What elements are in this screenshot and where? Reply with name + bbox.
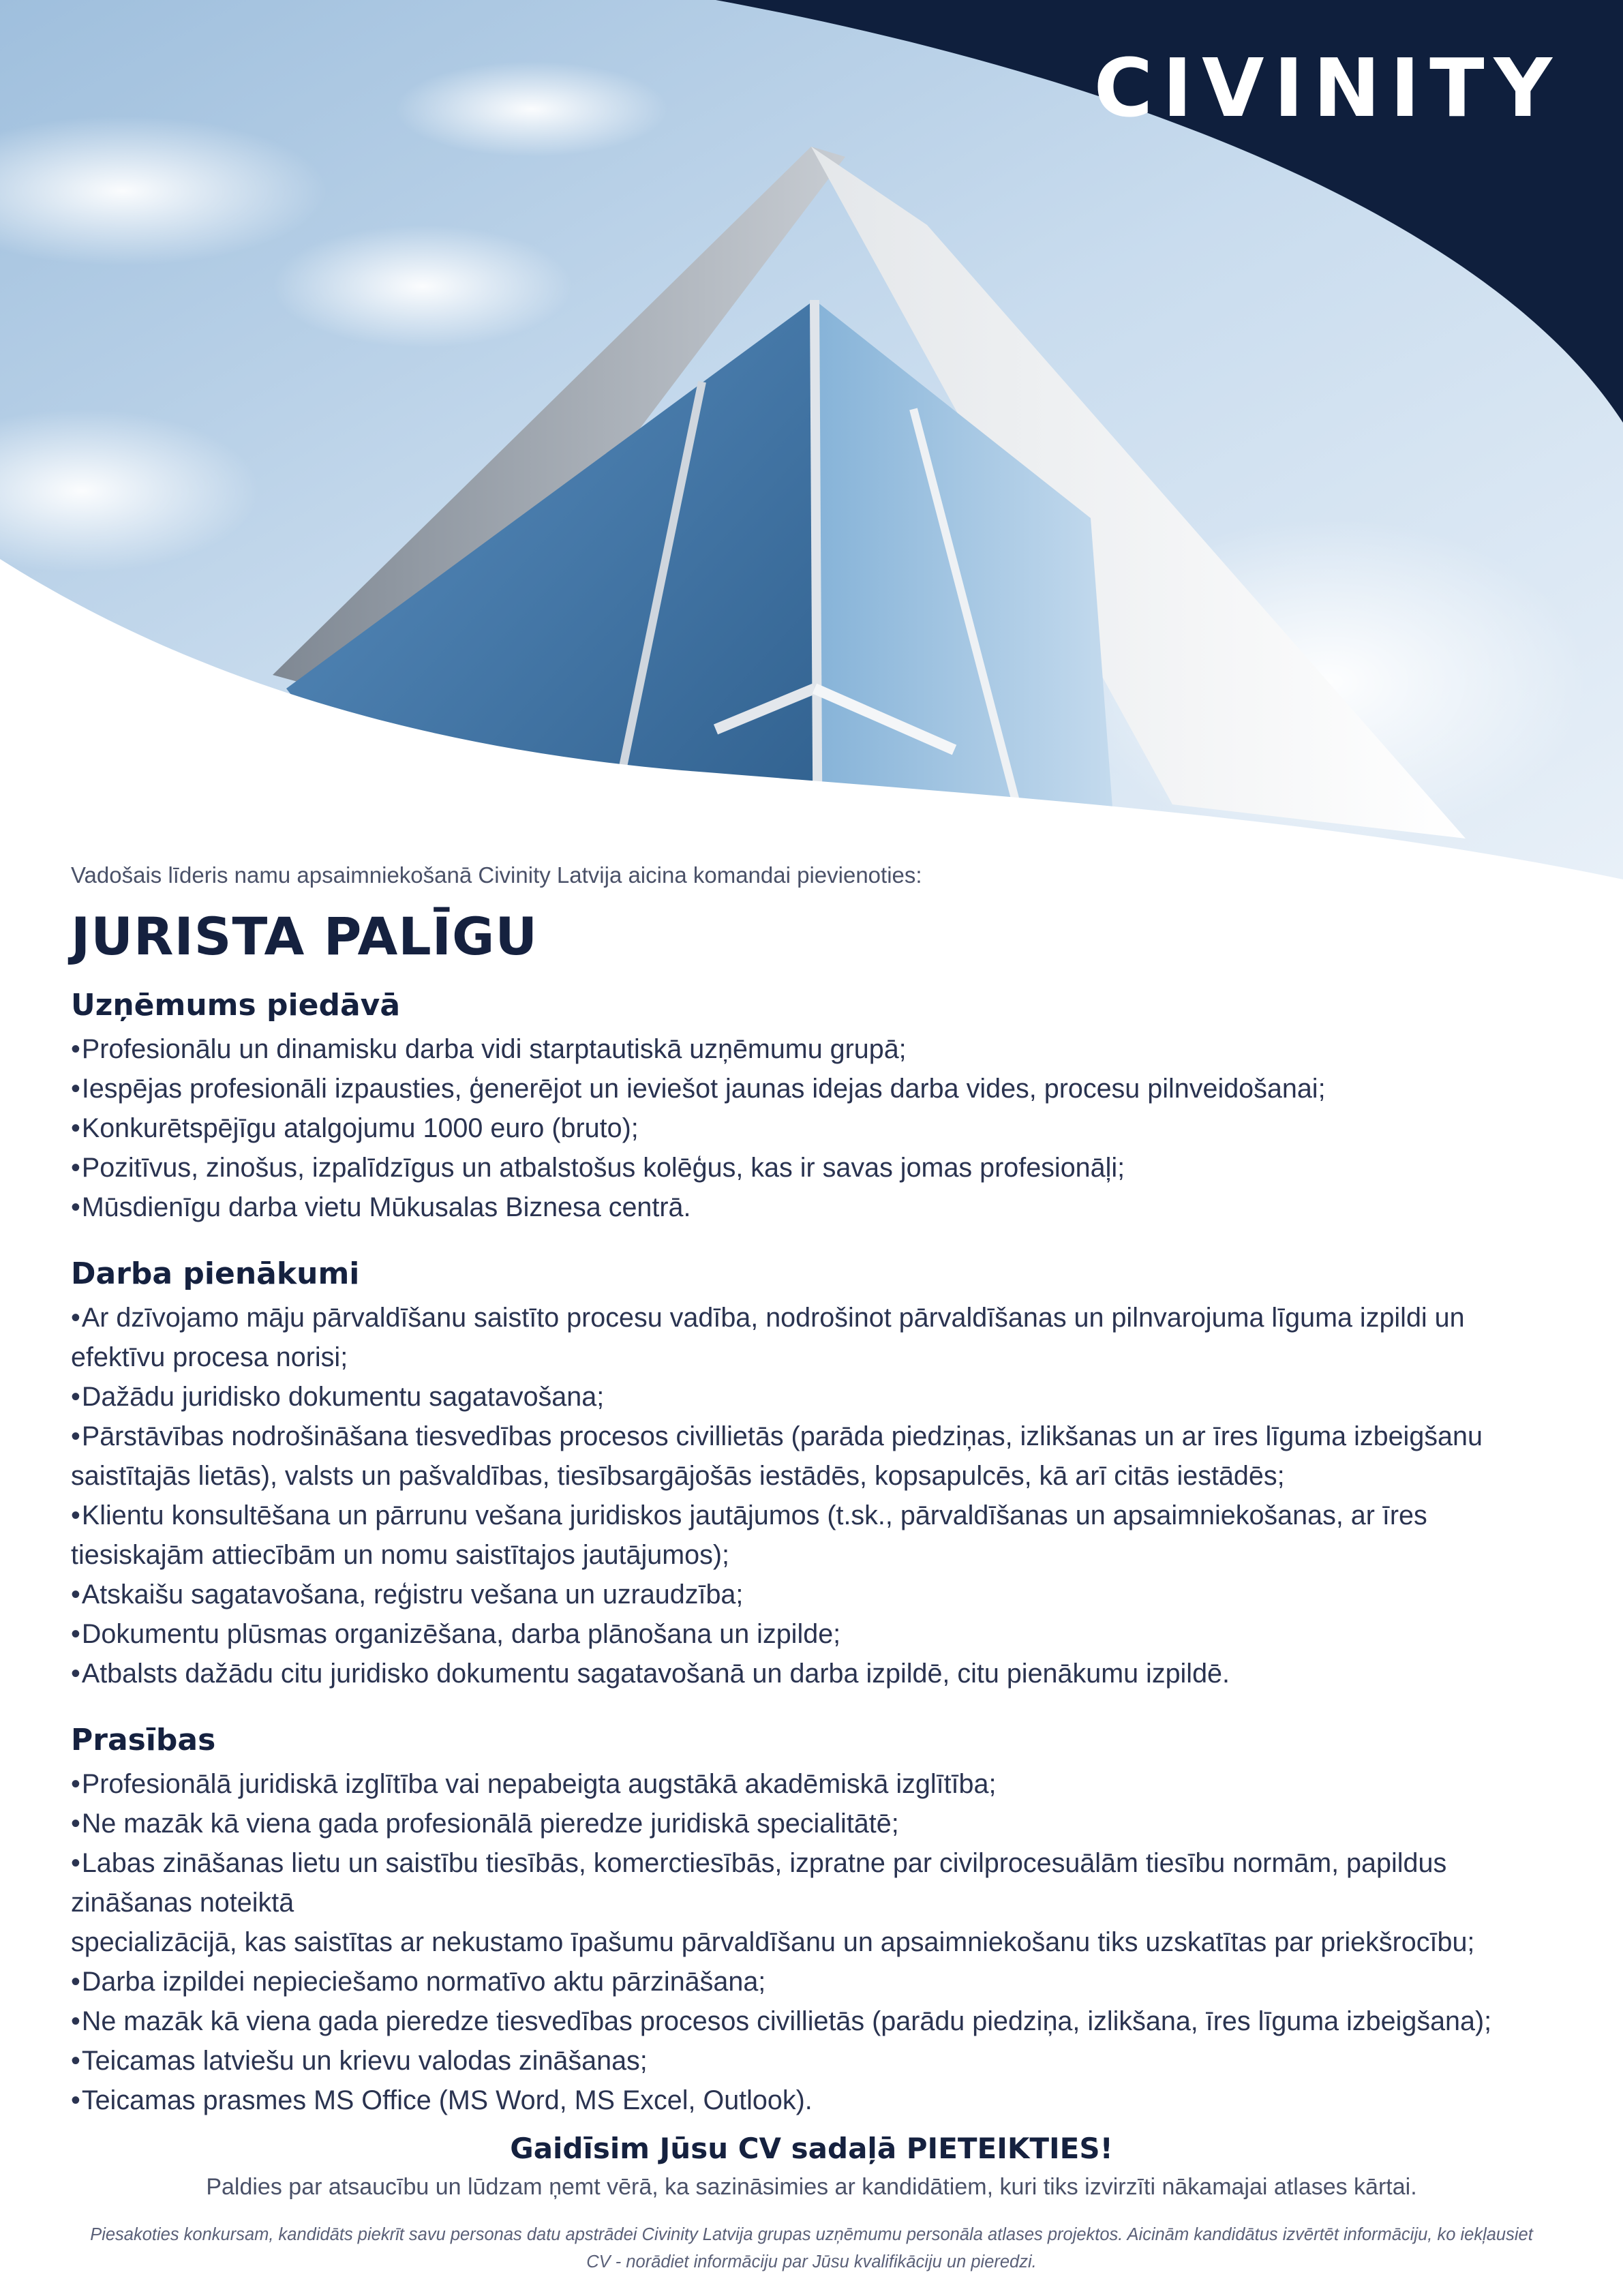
civinity-logo: CIVINITY	[1093, 41, 1562, 135]
requirements-list	[71, 1764, 1564, 2120]
list-item: • Darba izpildei nepieciešamo normatīvo aktu pārzināšana;	[71, 1962, 1564, 2002]
requirements-heading: Prasības	[71, 1723, 216, 1757]
list-item: • Konkurētspējīgu atalgojumu 1000 euro (bruto);	[71, 1108, 1564, 1148]
offer-list	[71, 1029, 1564, 1227]
list-item: • Dažādu juridisko dokumentu sagatavošana;	[71, 1377, 1564, 1417]
list-item: • Iespējas profesionāli izpausties, ģenerējot un ieviešot jaunas idejas darba vides, procesu pilnveidošanai;	[71, 1069, 1564, 1108]
list-item: • Labas zināšanas lietu un saistību tiesībās, komerctiesībās, izpratne par civilprocesuālām tiesību normām, papildus zināšanas noteiktā	[71, 1843, 1564, 1922]
list-item: • Atbalsts dažādu citu juridisko dokumentu sagatavošanā un darba izpildē, citu pienākumu izpildē.	[71, 1654, 1564, 1693]
list-item: • Profesionālu un dinamisku darba vidi starptautiskā uzņēmumu grupā;	[71, 1029, 1564, 1069]
job-title: JURISTA PALĪGU	[71, 906, 539, 967]
list-item: • Ne mazāk kā viena gada pieredze tiesvedības procesos civillietās (parādu piedziņa, izlikšana, īres līguma izbeigšana);	[71, 2002, 1564, 2041]
duties-list	[71, 1298, 1564, 1693]
list-item: • Ar dzīvojamo māju pārvaldīšanu saistīto procesu vadība, nodrošinot pārvaldīšanas un pilnvarojuma līguma izpildi un efektīvu procesa norisi;	[71, 1298, 1564, 1377]
intro-text: Vadošais līderis namu apsaimniekošanā Civinity Latvija aicina komandai pievienoties:	[71, 862, 922, 888]
list-item: • Teicamas latviešu un krievu valodas zināšanas;	[71, 2041, 1564, 2081]
duties-section	[71, 1254, 1564, 1693]
thanks-note: Paldies par atsaucību un lūdzam ņemt vērā, ka sazināsimies ar kandidātiem, kuri tiks izvirzīti nākamajai atlases kārtai.	[206, 2174, 1417, 2200]
list-item: • Dokumentu plūsmas organizēšana, darba plānošana un izpilde;	[71, 1614, 1564, 1654]
data-consent-note: Piesakoties konkursam, kandidāts piekrīt savu personas datu apstrādei Civinity Latvija grupas uzņēmumu personāla atlases projektos. Aicinām kandidātus izvērtēt informāciju, ko iekļausiet CV - norādiet informāciju par Jūsu kvalifikāciju un pieredzi.	[90, 2225, 1533, 2271]
offer-heading: Uzņēmums piedāvā	[71, 988, 401, 1023]
list-item: • Pozitīvus, zinošus, izpalīdzīgus un atbalstošus kolēģus, kas ir savas jomas profesionāļi;	[71, 1148, 1564, 1188]
list-item: • Teicamas prasmes MS Office (MS Word, MS Excel, Outlook).	[71, 2081, 1564, 2120]
list-item: • Pārstāvības nodrošināšana tiesvedības procesos civillietās (parāda piedziņas, izlikšanas un ar īres līguma izbeigšanu saistītajās lietās), valsts un pašvaldības, tiesībsargājošās iestādēs, kopsapulcēs, kā arī citās iestādēs;	[71, 1417, 1564, 1496]
list-item: • Mūsdienīgu darba vietu Mūkusalas Biznesa centrā.	[71, 1188, 1564, 1227]
list-item: • Klientu konsultēšana un pārrunu vešana juridiskos jautājumos (t.sk., pārvaldīšanas un apsaimniekošanas, ar īres tiesiskajām attiecībām un nomu saistītajos jautājumos);	[71, 1496, 1564, 1575]
list-item: specializācijā, kas saistītas ar nekustamo īpašumu pārvaldīšanu un apsaimniekošanu tiks uzskatītas par priekšrocību;	[71, 1927, 1475, 1957]
job-ad-content	[71, 860, 1564, 2147]
list-item: • Atskaišu sagatavošana, reģistru vešana un uzraudzība;	[71, 1575, 1564, 1614]
list-item: • Profesionālā juridiskā izglītība vai nepabeigta augstākā akadēmiskā izglītība;	[71, 1764, 1564, 1804]
requirements-section	[71, 1721, 1564, 2120]
apply-call-to-action: Gaidīsim Jūsu CV sadaļā PIETEIKTIES!	[510, 2132, 1113, 2165]
list-item: • Ne mazāk kā viena gada profesionālā pieredze juridiskā specialitātē;	[71, 1804, 1564, 1843]
offer-section	[71, 986, 1564, 1227]
duties-heading: Darba pienākumi	[71, 1256, 360, 1291]
